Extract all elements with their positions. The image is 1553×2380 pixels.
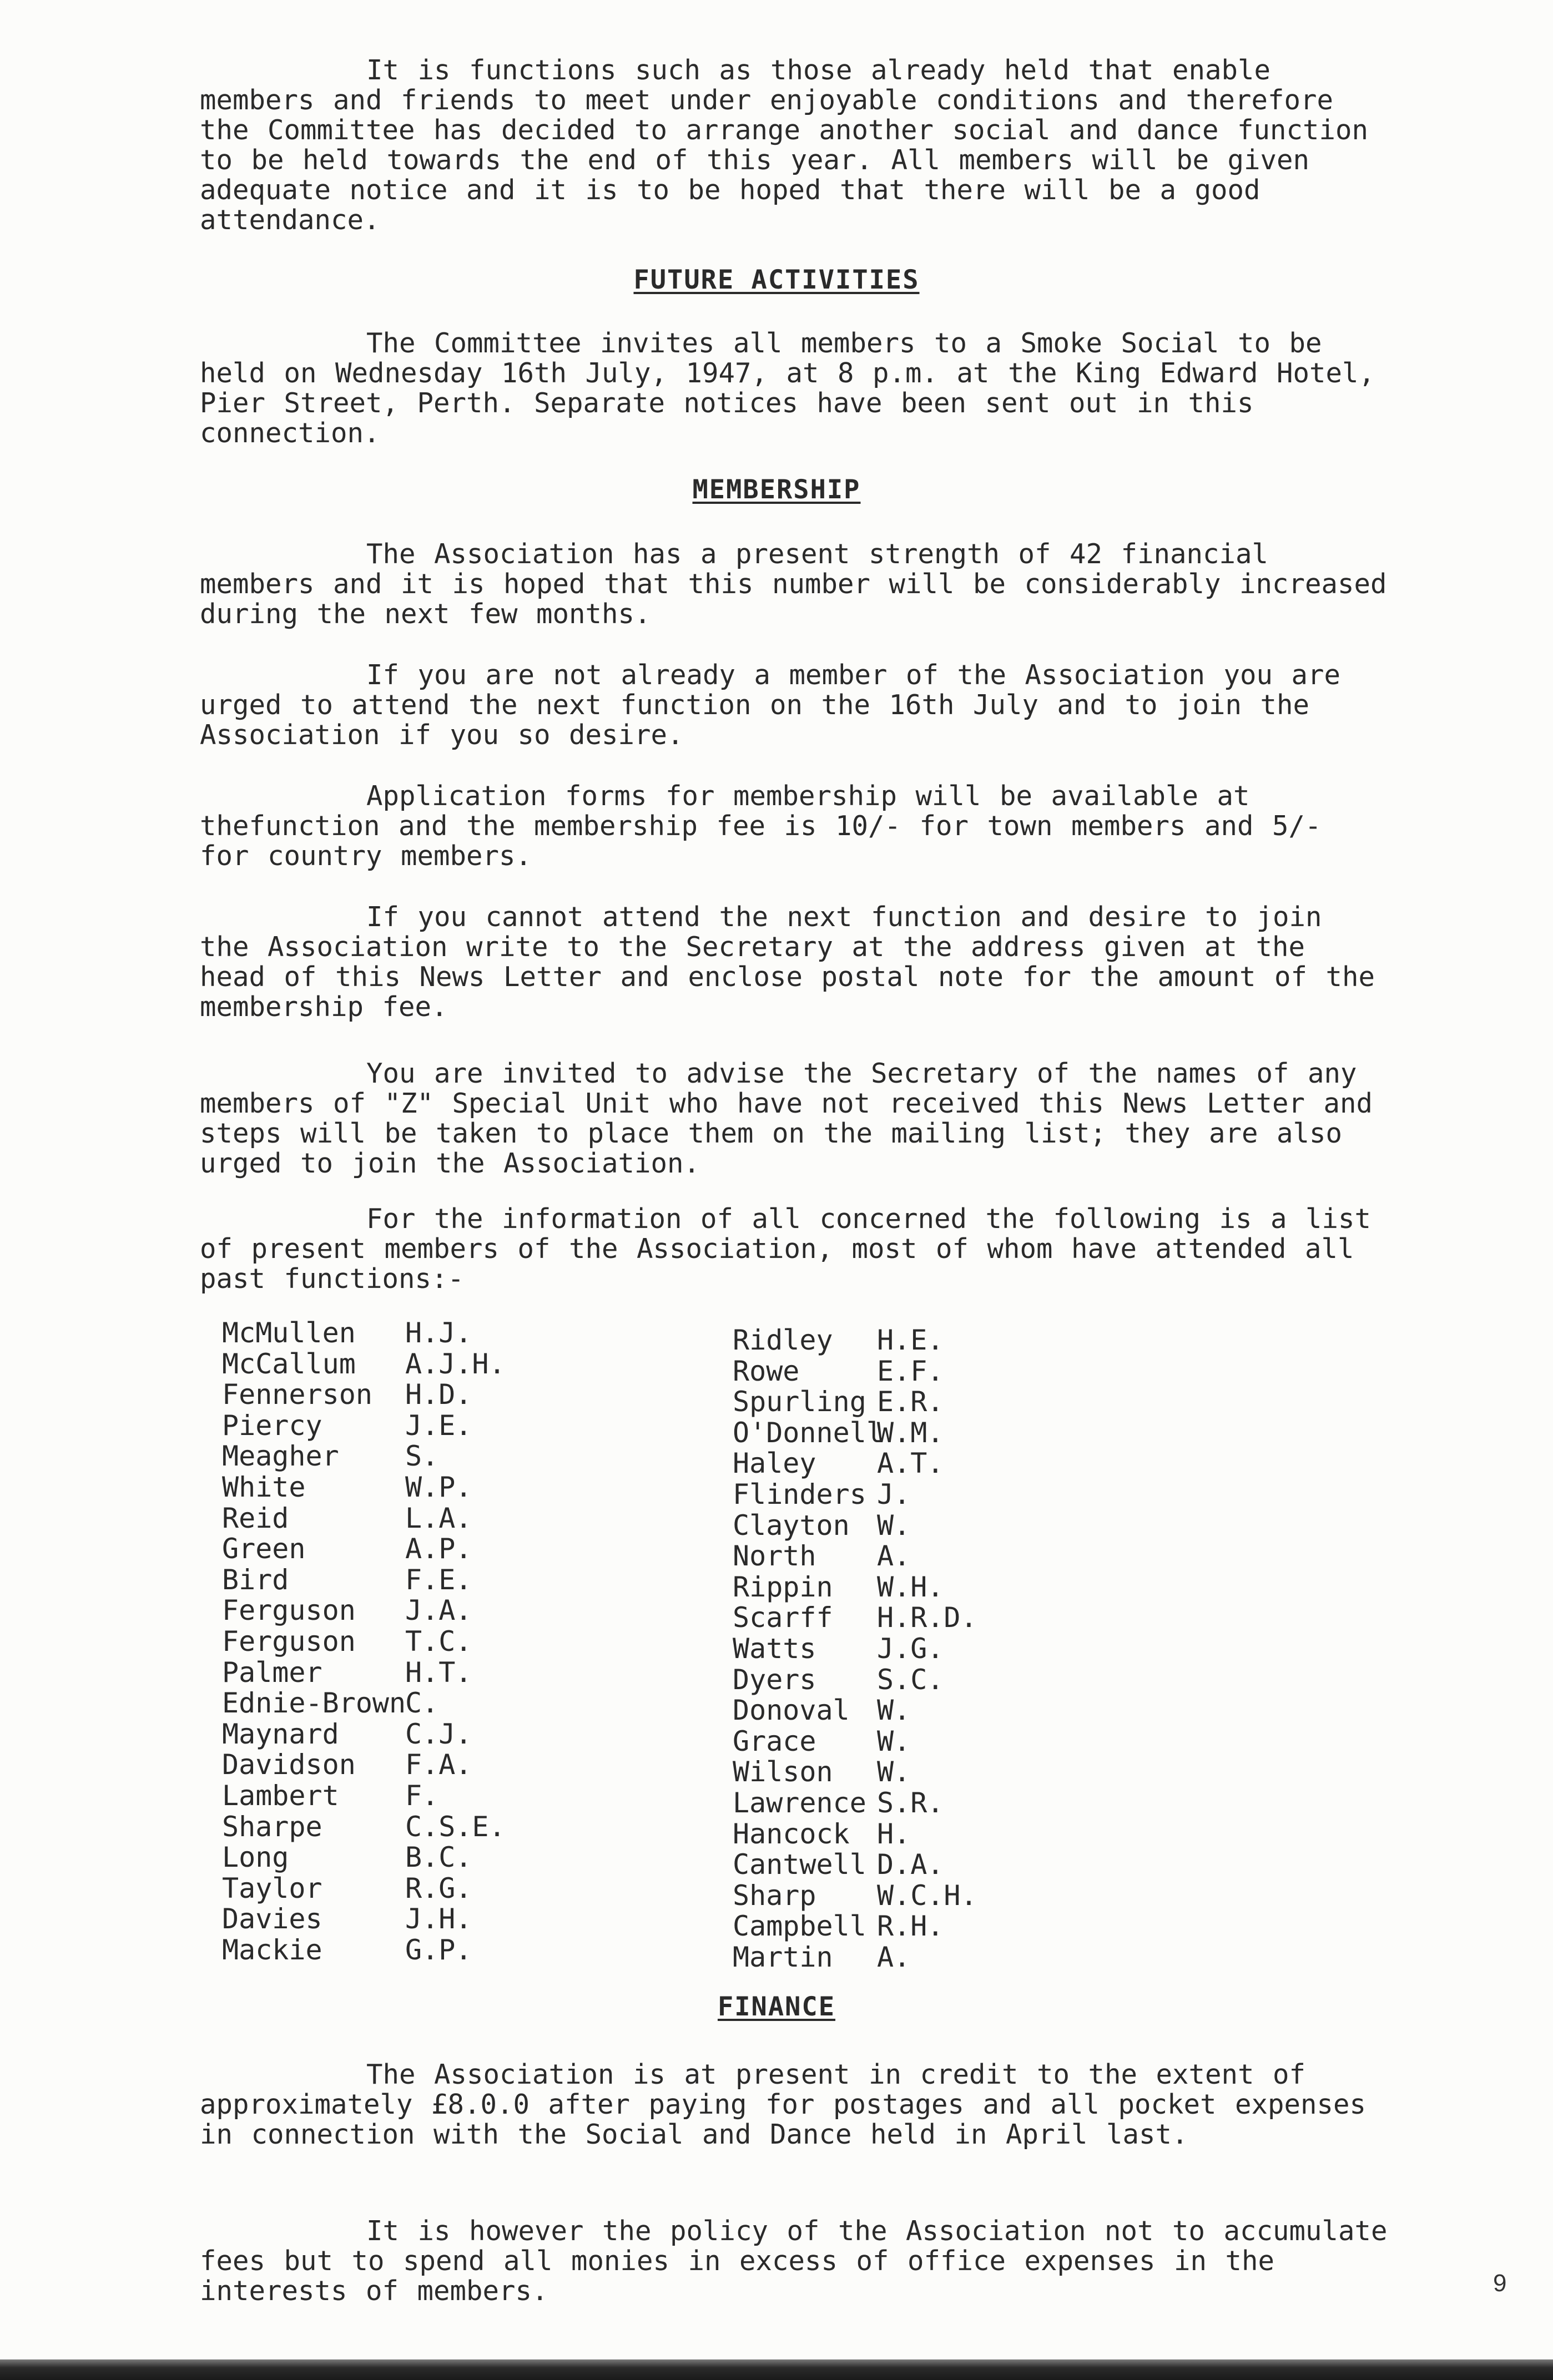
heading-finance: FINANCE: [717, 1992, 836, 2022]
finance-credit-paragraph: The Association is at present in credit to the extent of approximately £8.0.0 after paying for postages and all pocket expenses in connection with the Social and Dance held in April last.: [200, 2059, 1367, 2150]
member-initials: A.T.: [877, 1447, 944, 1480]
list-item: [222, 1565, 722, 1596]
member-initials: J.H.: [405, 1903, 472, 1936]
list-item: [733, 1850, 1232, 1881]
member-surname: Davidson: [222, 1749, 356, 1781]
member-initials: W.: [877, 1725, 911, 1757]
membership-postal-paragraph: If you cannot attend the next function and desire to join the Association write to the Secretary at the address given at the head of this News Letter and enclose postal note for the amount of the membership fee.: [200, 901, 1375, 1023]
list-item: [733, 1634, 1232, 1665]
member-initials: C.J.: [405, 1717, 472, 1750]
list-item: [733, 1448, 1232, 1479]
list-item: [733, 1325, 1232, 1356]
member-surname: Fennerson: [222, 1378, 372, 1411]
member-surname: Haley: [733, 1447, 816, 1480]
member-initials: A.J.H.: [405, 1347, 506, 1380]
member-surname: Sharp: [733, 1879, 816, 1912]
page-number: 9: [1493, 2270, 1507, 2297]
member-surname: Green: [222, 1533, 306, 1565]
member-initials: T.C.: [405, 1625, 472, 1658]
member-initials: H.T.: [405, 1656, 472, 1689]
member-surname: Spurling: [733, 1386, 866, 1418]
finance-policy-paragraph: It is however the policy of the Association not to accumulate fees but to spend all monies in excess of office expenses in the interests of members.: [200, 2215, 1388, 2307]
member-surname: McCallum: [222, 1347, 356, 1380]
list-item: [733, 1387, 1232, 1418]
member-initials: R.G.: [405, 1872, 472, 1904]
member-initials: A.: [877, 1540, 911, 1573]
members-list-left: [222, 1318, 722, 1965]
list-item: [733, 1788, 1232, 1819]
list-item: [222, 1318, 722, 1349]
member-surname: Wilson: [733, 1756, 833, 1788]
member-surname: Meagher: [222, 1440, 339, 1473]
member-surname: Reid: [222, 1502, 289, 1534]
list-item: [222, 1781, 722, 1812]
list-item: [733, 1541, 1232, 1572]
list-item: [222, 1595, 722, 1626]
member-surname: Flinders: [733, 1478, 866, 1510]
member-surname: Campbell: [733, 1910, 866, 1943]
list-item: [222, 1750, 722, 1781]
list-item: [222, 1904, 722, 1935]
member-initials: J.A.: [405, 1594, 472, 1627]
member-initials: J.G.: [877, 1632, 944, 1665]
member-surname: Cantwell: [733, 1848, 866, 1881]
member-surname: Watts: [733, 1632, 816, 1665]
member-surname: Rippin: [733, 1570, 833, 1603]
list-item: [222, 1812, 722, 1843]
member-surname: Grace: [733, 1725, 816, 1757]
membership-list-intro-paragraph: For the information of all concerned the following is a list of present members of the Association, most of whom have attended all past functions:-: [200, 1203, 1372, 1295]
member-initials: H.J.: [405, 1317, 472, 1349]
member-surname: O'Donnell: [733, 1416, 883, 1449]
member-initials: F.E.: [405, 1563, 472, 1596]
list-item: [733, 1418, 1232, 1449]
member-initials: F.A.: [405, 1749, 472, 1781]
member-surname: Scarff: [733, 1601, 833, 1634]
list-item: [222, 1658, 722, 1689]
member-initials: W.: [877, 1756, 911, 1788]
member-surname: Hancock: [733, 1817, 850, 1850]
member-surname: Martin: [733, 1941, 833, 1973]
list-item: [222, 1380, 722, 1411]
member-surname: Davies: [222, 1903, 322, 1936]
member-initials: G.P.: [405, 1933, 472, 1966]
member-surname: Maynard: [222, 1717, 339, 1750]
member-surname: Lawrence: [733, 1786, 866, 1819]
member-initials: H.R.D.: [877, 1601, 977, 1634]
member-initials: W.M.: [877, 1416, 944, 1449]
member-surname: McMullen: [222, 1317, 356, 1349]
list-item: [222, 1626, 722, 1658]
member-surname: Ferguson: [222, 1594, 356, 1627]
member-initials: S.R.: [877, 1786, 944, 1819]
list-item: [222, 1441, 722, 1472]
member-surname: Dyers: [733, 1663, 816, 1696]
heading-membership: MEMBERSHIP: [692, 474, 861, 505]
member-surname: Mackie: [222, 1933, 322, 1966]
member-surname: Ridley: [733, 1324, 833, 1356]
member-surname: Lambert: [222, 1779, 339, 1812]
member-initials: W.H.: [877, 1570, 944, 1603]
list-item: [733, 1695, 1232, 1726]
member-initials: W.C.H.: [877, 1879, 977, 1912]
membership-attend-paragraph: If you are not already a member of the Association you are urged to attend the next function on the 16th July and to join the Association if you so desire.: [200, 659, 1341, 751]
heading-future-activities: FUTURE ACTIVITIES: [633, 265, 920, 295]
member-initials: C.S.E.: [405, 1810, 506, 1843]
list-item: [222, 1534, 722, 1565]
member-initials: A.P.: [405, 1533, 472, 1565]
member-initials: H.D.: [405, 1378, 472, 1411]
member-initials: R.H.: [877, 1910, 944, 1943]
list-item: [222, 1873, 722, 1904]
member-surname: White: [222, 1471, 306, 1503]
member-initials: J.E.: [405, 1409, 472, 1442]
member-initials: C.: [405, 1687, 439, 1720]
list-item: [733, 1911, 1232, 1942]
member-surname: Clayton: [733, 1509, 850, 1542]
list-item: [733, 1356, 1232, 1387]
member-surname: Donoval: [733, 1694, 850, 1727]
member-surname: Bird: [222, 1563, 289, 1596]
member-initials: A.: [877, 1941, 911, 1973]
member-initials: W.: [877, 1694, 911, 1727]
member-surname: Taylor: [222, 1872, 322, 1904]
membership-fee-paragraph: Application forms for membership will be available at thefunction and the membership fee is 10/- for town members and 5/- for country members.: [200, 780, 1322, 872]
membership-mailing-paragraph: You are invited to advise the Secretary of the names of any members of "Z" Special Unit who have not received this News Letter and steps will be taken to place them on the mailing list; they are also urged to join the Association.: [200, 1058, 1373, 1179]
list-item: [733, 1819, 1232, 1850]
member-initials: H.E.: [877, 1324, 944, 1356]
list-item: [222, 1935, 722, 1966]
list-item: [733, 1757, 1232, 1788]
list-item: [733, 1510, 1232, 1542]
member-initials: W.: [877, 1509, 911, 1542]
member-surname: North: [733, 1540, 816, 1573]
membership-strength-paragraph: The Association has a present strength of 42 financial members and it is hoped that this number will be considerably increased during the next few months.: [200, 538, 1387, 630]
member-surname: Ferguson: [222, 1625, 356, 1658]
member-initials: E.R.: [877, 1386, 944, 1418]
member-initials: W.P.: [405, 1471, 472, 1503]
list-item: [222, 1349, 722, 1380]
member-initials: J.: [877, 1478, 911, 1510]
member-initials: H.: [877, 1817, 911, 1850]
list-item: [733, 1881, 1232, 1912]
member-surname: Long: [222, 1841, 289, 1874]
member-initials: E.F.: [877, 1355, 944, 1387]
list-item: [733, 1572, 1232, 1603]
members-list-right: [733, 1325, 1232, 1973]
member-initials: S.C.: [877, 1663, 944, 1696]
member-initials: S.: [405, 1440, 439, 1473]
member-initials: D.A.: [877, 1848, 944, 1881]
list-item: [733, 1603, 1232, 1634]
member-initials: F.: [405, 1779, 439, 1812]
list-item: [222, 1842, 722, 1873]
intro-paragraph: It is functions such as those already held that enable members and friends to meet under enjoyable conditions and therefore the Committee has decided to arrange another social and dance function to be held towards the end of this year. All members will be given adequate notice and it is to be hoped that there will be a good attendance.: [200, 54, 1369, 236]
member-surname: Palmer: [222, 1656, 322, 1689]
member-surname: Ednie-Brown: [222, 1687, 406, 1720]
member-surname: Sharpe: [222, 1810, 322, 1843]
member-surname: Piercy: [222, 1409, 322, 1442]
list-item: [222, 1719, 722, 1750]
list-item: [222, 1472, 722, 1503]
member-initials: L.A.: [405, 1502, 472, 1534]
scan-edge-bar: [0, 2359, 1553, 2380]
list-item: [222, 1503, 722, 1534]
list-item: [733, 1726, 1232, 1757]
member-surname: Rowe: [733, 1355, 800, 1387]
list-item: [733, 1665, 1232, 1696]
list-item: [222, 1688, 722, 1719]
list-item: [733, 1479, 1232, 1510]
future-activities-paragraph: The Committee invites all members to a Smoke Social to be held on Wednesday 16th July, 1947, at 8 p.m. at the King Edward Hotel, Pier Street, Perth. Separate notices have been sent out in this connection.: [200, 327, 1375, 449]
member-initials: B.C.: [405, 1841, 472, 1874]
list-item: [733, 1942, 1232, 1973]
list-item: [222, 1411, 722, 1442]
